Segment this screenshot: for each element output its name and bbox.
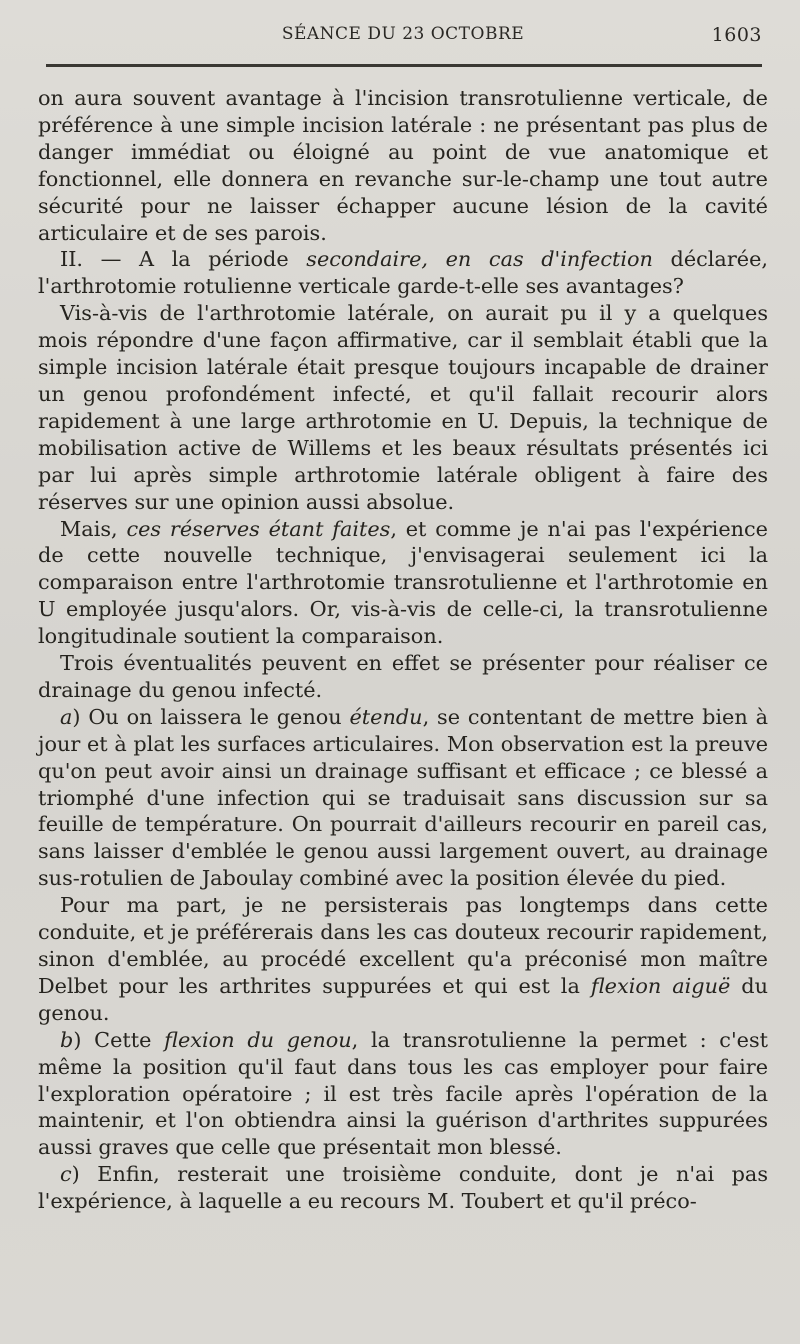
text-run: du genou. [38,973,768,1025]
running-title: SÉANCE DU 23 OCTOBRE [281,24,525,44]
italic-run: a [60,704,73,729]
text-run: II. — A la période [60,247,307,272]
paragraph-p7 [38,892,768,1027]
paragraph-p3 [38,300,768,515]
header-rule [46,64,762,67]
italic-run: secondaire, en cas d'infection [306,247,653,272]
text-run: , se contentant de mettre bien à jour et à plat les surfaces articulaires. Mon observation est la preuve qu'on peut avoir ainsi un drainage suffisant et efficace ; ce blessé a triomphé d'une infection qui se traduisait sans discussion sur sa feuille de température. On pourrait d'ailleurs recourir en pareil cas, sans laisser d'emblée le genou aussi largement ouvert, au drainage sus-rotulien de Jaboulay combiné avec la position élevée du pied. [38,704,768,891]
text-run: Trois éventualités peuvent en effet se présenter pour réaliser ce drainage du genou infecté. [38,651,768,702]
text-run: ) Ou on laissera le genou [72,704,350,729]
italic-run: c [60,1162,72,1187]
text-run: Vis-à-vis de l'arthrotomie latérale, on aurait pu il y a quelques mois répondre d'une façon affirmative, car il semblait établi que la simple incision latérale était presque toujours incapable de drainer un genou profondément infecté, et qu'il fallait recourir alors rapidement à une large arthrotomie en U. Depuis, la technique de mobilisation active de Willems et les beaux résultats présentés ici par lui après simple arthrotomie latérale obligent à faire des réserves sur une opinion aussi absolue. [38,301,768,514]
italic-run: ces réserves étant faites [126,516,391,541]
italic-run: flexion aiguë [590,973,731,998]
paragraph-p8 [38,1027,768,1162]
text-run: ) Enfin, resterait une troisième conduite, dont je n'ai pas l'expérience, à laquelle a eu recours M. Toubert et qu'il préco- [38,1162,768,1214]
text-run: , la transrotulienne la permet : c'est même la position qu'il faut dans tous les cas employer pour faire l'exploration opératoire ; il est très facile après l'opération de la maintenir, et l'on obtiendra ainsi la guérison d'arthrites suppurées aussi graves que celle que présentait mon blessé. [38,1027,769,1160]
text-run: déclarée, l'arthrotomie rotulienne verticale garde-t-elle ses avantages? [38,247,768,299]
text-run: Mais, [60,516,127,541]
paragraph-p9 [38,1161,768,1215]
italic-run: étendu [349,704,423,729]
italic-run: b [60,1027,74,1052]
text-run: , et comme je n'ai pas l'expérience de cette nouvelle technique, j'envisagerai seulement ici la comparaison entre l'arthrotomie transrotulienne et l'arthrotomie en U employée jusqu'alors. Or, vis-à-vis de celle-ci, la transrotulienne longitudinale soutient la comparaison. [38,516,768,649]
paragraph-p1 [38,85,768,246]
paragraph-p4 [38,516,768,651]
page-number: 1603 [711,24,762,46]
italic-run: flexion du genou [164,1027,352,1052]
body-text [38,85,768,1215]
text-run: on aura souvent avantage à l'incision transrotulienne verticale, de préférence à une simple incision latérale : ne présentant pas plus de danger immédiat ou éloigné au point de vue anatomique et fonctionnel, elle donnera en revanche sur-le-champ une tout autre sécurité pour ne laisser échapper aucune lésion de la cavité articulaire et de ses parois. [38,86,768,245]
text-run: Pour ma part, je ne persisterais pas longtemps dans cette conduite, et je préférerais dans les cas douteux recourir rapidement, sinon d'emblée, au procédé excellent qu'a préconisé mon maître Delbet pour les arthrites suppurées et qui est la [38,893,768,998]
text-run: ) Cette [73,1027,165,1052]
paragraph-p2 [38,246,768,300]
paragraph-p6 [38,704,768,892]
page-header [38,20,768,50]
paragraph-p5 [38,650,768,704]
